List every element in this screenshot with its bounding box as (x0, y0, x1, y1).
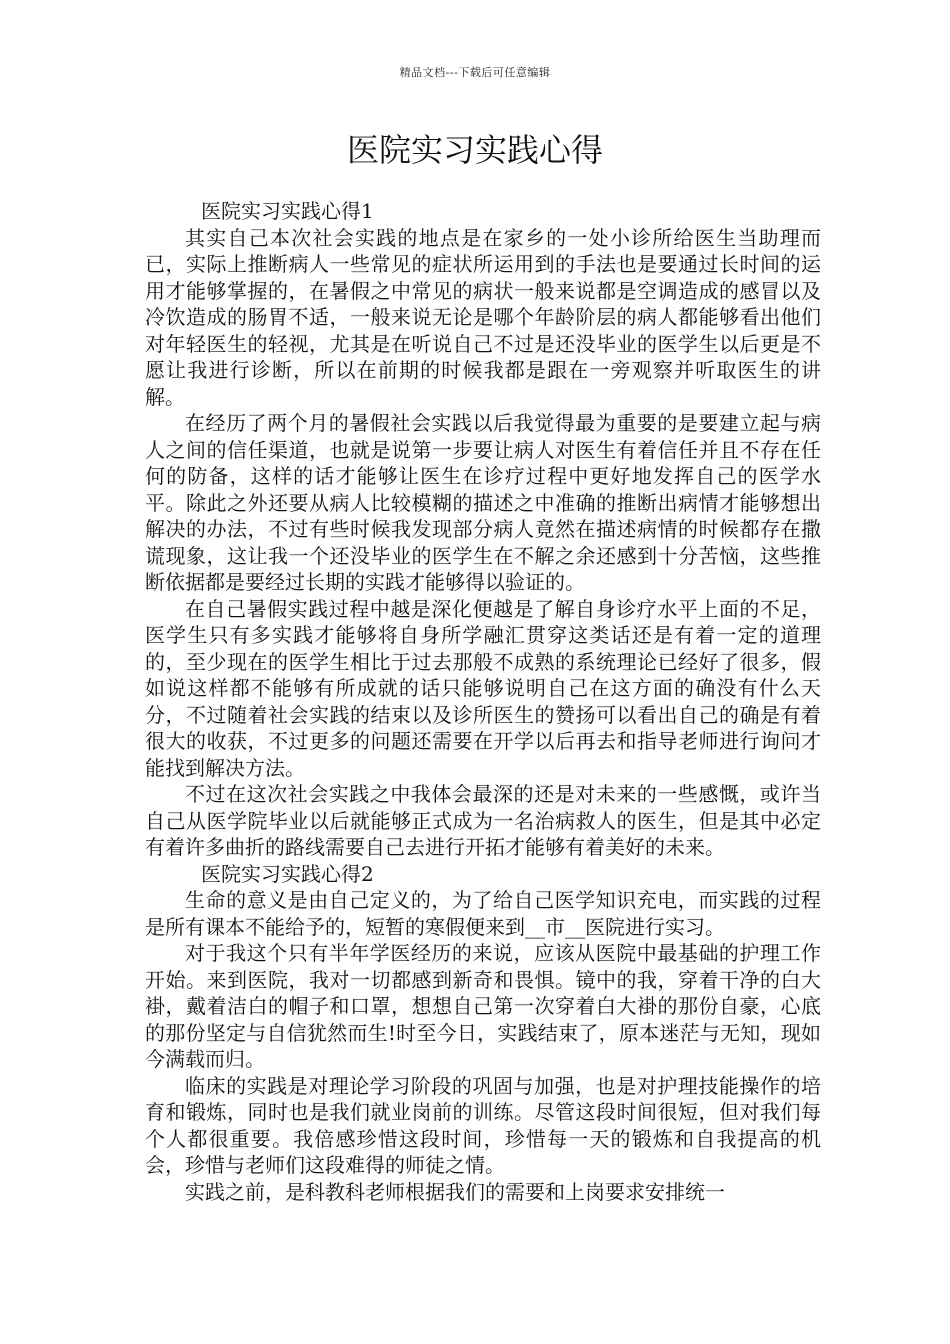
document-body (145, 198, 821, 1205)
document-title: 医院实习实践心得 (346, 131, 603, 169)
paragraph: 实践之前，是科教科老师根据我们的需要和上岗要求安排统一 (185, 1179, 725, 1204)
header-note: 精品文档---下载后可任意编辑 (399, 66, 551, 79)
paragraph: 生命的意义是由自己定义的，为了给自己医学知识充电，而实践的过程是所有课本不能给予的，短暂的寒假便来到__市__医院进行实习。 (145, 888, 821, 939)
section-heading-2: 医院实习实践心得2 (201, 861, 374, 886)
paragraph: 其实自己本次社会实践的地点是在家乡的一处小诊所给医生当助理而已，实际上推断病人一些常见的症状所运用到的手法也是要通过长时间的运用才能够掌握的，在暑假之中常见的病状一般来说都是空调造成的感冒以及冷饮造成的肠胃不适，一般来说无论是哪个年龄阶层的病人都能够看出他们对年轻医生的轻视，尤其是在听说自己不过是还没毕业的医学生以后更是不愿让我进行诊断，所以在前期的时候我都是跟在一旁观察并听取医生的讲解。 (145, 225, 821, 409)
paragraph: 对于我这个只有半年学医经历的来说，应该从医院中最基础的护理工作开始。来到医院，我对一切都感到新奇和畏惧。镜中的我，穿着干净的白大褂，戴着洁白的帽子和口罩，想想自己第一次穿着白大褂的那份自豪，心底的那份坚定与自信犹然而生!时至今日，实践结束了，原本迷茫与无知，现如今满载而归。 (145, 941, 821, 1071)
paragraph: 在经历了两个月的暑假社会实践以后我觉得最为重要的是要建立起与病人之间的信任渠道，也就是说第一步要让病人对医生有着信任并且不存在任何的防备，这样的话才能够让医生在诊疗过程中更好地发挥自己的医学水平。除此之外还要从病人比较模糊的描述之中准确的推断出病情才能够想出解决的办法，不过有些时候我发现部分病人竟然在描述病情的时候都存在撒谎现象，这让我一个还没毕业的医学生在不解之余还感到十分苦恼，这些推断依据都是要经过长期的实践才能够得以验证的。 (145, 411, 821, 594)
paragraph: 在自己暑假实践过程中越是深化便越是了解自身诊疗水平上面的不足，医学生只有多实践才能够将自身所学融汇贯穿这类话还是有着一定的道理的，至少现在的医学生相比于过去那般不成熟的系统理论已经好了很多，假如说这样都不能够有所成就的话只能够说明自己在这方面的确没有什么天分，不过随着社会实践的结束以及诊所医生的赞扬可以看出自己的确是有着很大的收获，不过更多的问题还需要在开学以后再去和指导老师进行询问才能找到解决方法。 (145, 596, 821, 780)
paragraph: 临床的实践是对理论学习阶段的巩固与加强，也是对护理技能操作的培育和锻炼，同时也是我们就业岗前的训练。尽管这段时间很短，但对我们每个人都很重要。我倍感珍惜这段时间，珍惜每一天的锻炼和自我提高的机会，珍惜与老师们这段难得的师徒之情。 (145, 1073, 821, 1177)
section-heading-1: 医院实习实践心得1 (201, 199, 374, 223)
paragraph: 不过在这次社会实践之中我体会最深的还是对未来的一些感慨，或许当自己从医学院毕业以后就能够正式成为一名治病救人的医生，但是其中必定有着许多曲折的路线需要自己去进行开拓才能够有着美好的未来。 (145, 782, 821, 859)
